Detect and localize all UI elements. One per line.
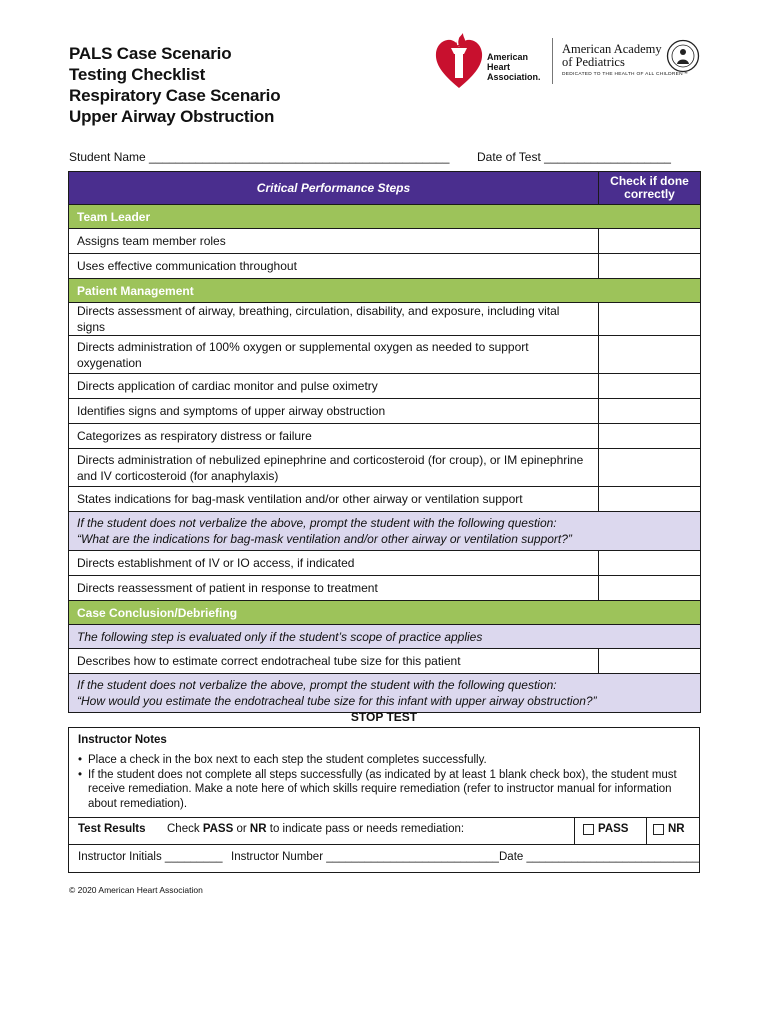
aap-tagline: DEDICATED TO THE HEALTH OF ALL CHILDREN™ xyxy=(562,72,688,77)
table-row xyxy=(69,649,701,674)
table-row xyxy=(69,551,701,576)
nr-checkbox[interactable] xyxy=(653,824,664,835)
prompt-text: If the student does not verbalize the above, prompt the student with the following question: “What are the indications for bag-mask ventilation and/or other airway or ventilation support?” xyxy=(69,512,701,551)
logo-divider xyxy=(552,38,553,84)
check-cell[interactable] xyxy=(599,399,701,424)
check-cell[interactable] xyxy=(599,649,701,674)
section-patient-management: Patient Management xyxy=(69,279,701,303)
check-cell[interactable] xyxy=(599,254,701,279)
pass-checkbox[interactable] xyxy=(583,824,594,835)
instructor-number-field[interactable]: Instructor Number ___________________________ xyxy=(231,851,499,863)
title-line-3: Respiratory Case Scenario xyxy=(69,86,281,105)
title-line-2: Testing Checklist xyxy=(69,65,206,84)
header-critical-steps: Critical Performance Steps xyxy=(69,172,599,205)
table-row xyxy=(69,254,701,279)
table-row xyxy=(69,229,701,254)
instructor-notes-list xyxy=(78,753,688,811)
list-item: • Place a check in the box next to each step the student completes successfully. xyxy=(78,754,487,766)
table-row xyxy=(69,487,701,512)
stop-test-label: STOP TEST xyxy=(350,710,418,724)
step-text: Directs establishment of IV or IO access, if indicated xyxy=(69,551,599,576)
aha-heart-torch-logo-icon xyxy=(434,30,484,90)
section-case-conclusion: Case Conclusion/Debriefing xyxy=(69,601,701,625)
nr-cell xyxy=(646,818,700,844)
step-text: States indications for bag-mask ventilation and/or other airway or ventilation support xyxy=(69,487,599,512)
step-text: Directs assessment of airway, breathing, circulation, disability, and exposure, including vital signs xyxy=(69,303,599,336)
table-row xyxy=(69,576,701,601)
nr-label: NR xyxy=(668,823,685,835)
title-line-4: Upper Airway Obstruction xyxy=(69,107,275,126)
prompt-text: The following step is evaluated only if the student’s scope of practice applies xyxy=(69,625,701,649)
instructor-notes-box xyxy=(68,727,700,873)
section-row xyxy=(69,279,701,303)
aap-wordmark: American Academy of Pediatrics xyxy=(562,42,662,69)
step-text: Directs application of cardiac monitor and pulse oximetry xyxy=(69,374,599,399)
check-cell[interactable] xyxy=(599,424,701,449)
table-row xyxy=(69,399,701,424)
table-row xyxy=(69,336,701,374)
test-results-label: Test Results xyxy=(78,823,146,835)
copyright-footer: © 2020 American Heart Association xyxy=(69,885,203,895)
section-row xyxy=(69,205,701,229)
step-text: Identifies signs and symptoms of upper airway obstruction xyxy=(69,399,599,424)
instructor-notes-title: Instructor Notes xyxy=(78,734,167,746)
test-results-instruction: Check PASS or NR to indicate pass or needs remediation: xyxy=(167,823,465,835)
aap-seal-icon xyxy=(666,39,700,73)
logos xyxy=(434,30,702,92)
table-header-row xyxy=(69,172,701,205)
section-team-leader: Team Leader xyxy=(69,205,701,229)
check-cell[interactable] xyxy=(599,576,701,601)
prompt-row xyxy=(69,674,701,713)
table-row xyxy=(69,303,701,336)
student-info-line xyxy=(69,150,699,164)
check-cell[interactable] xyxy=(599,303,701,336)
table-row xyxy=(69,449,701,487)
prompt-row xyxy=(69,512,701,551)
step-text: Directs administration of 100% oxygen or supplemental oxygen as needed to support oxygenation xyxy=(69,336,599,374)
student-name-field[interactable]: Student Name _____________________________________________ xyxy=(69,150,450,164)
check-cell[interactable] xyxy=(599,449,701,487)
page-title xyxy=(69,43,280,127)
check-cell[interactable] xyxy=(599,487,701,512)
check-cell[interactable] xyxy=(599,336,701,374)
list-item: • If the student does not complete all steps successfully (as indicated by at least 1 blank check box), the student must receive remediation. Make a note here of which skills require remediation (refer to instructor manual for information about remediation). xyxy=(78,768,677,810)
aha-wordmark: American Heart Association. xyxy=(487,52,541,82)
check-cell[interactable] xyxy=(599,374,701,399)
signoff-date-field[interactable]: Date ___________________________ xyxy=(499,851,700,863)
check-cell[interactable] xyxy=(599,551,701,576)
step-text: Describes how to estimate correct endotracheal tube size for this patient xyxy=(69,649,599,674)
pass-label: PASS xyxy=(598,823,629,835)
test-results-row xyxy=(69,817,699,845)
prompt-text: If the student does not verbalize the above, prompt the student with the following question: “How would you estimate the endotracheal tube size for this infant with upper airway obstruction?” xyxy=(69,674,701,713)
section-row xyxy=(69,601,701,625)
table-row xyxy=(69,374,701,399)
prompt-row xyxy=(69,625,701,649)
step-text: Directs reassessment of patient in response to treatment xyxy=(69,576,599,601)
table-row xyxy=(69,424,701,449)
step-text: Uses effective communication throughout xyxy=(69,254,599,279)
performance-checklist-table xyxy=(68,171,701,713)
instructor-initials-field[interactable]: Instructor Initials _________ xyxy=(78,851,223,863)
check-cell[interactable] xyxy=(599,229,701,254)
date-of-test-field[interactable]: Date of Test ___________________ xyxy=(477,150,671,164)
title-line-1: PALS Case Scenario xyxy=(69,44,232,63)
pass-cell xyxy=(574,818,647,844)
header-check-if-done: Check if done correctly xyxy=(599,172,701,205)
step-text: Directs administration of nebulized epinephrine and corticosteroid (for croup), or IM epinephrine and IV corticosteroid (for anaphylaxis) xyxy=(69,449,599,487)
step-text: Assigns team member roles xyxy=(69,229,599,254)
step-text: Categorizes as respiratory distress or failure xyxy=(69,424,599,449)
